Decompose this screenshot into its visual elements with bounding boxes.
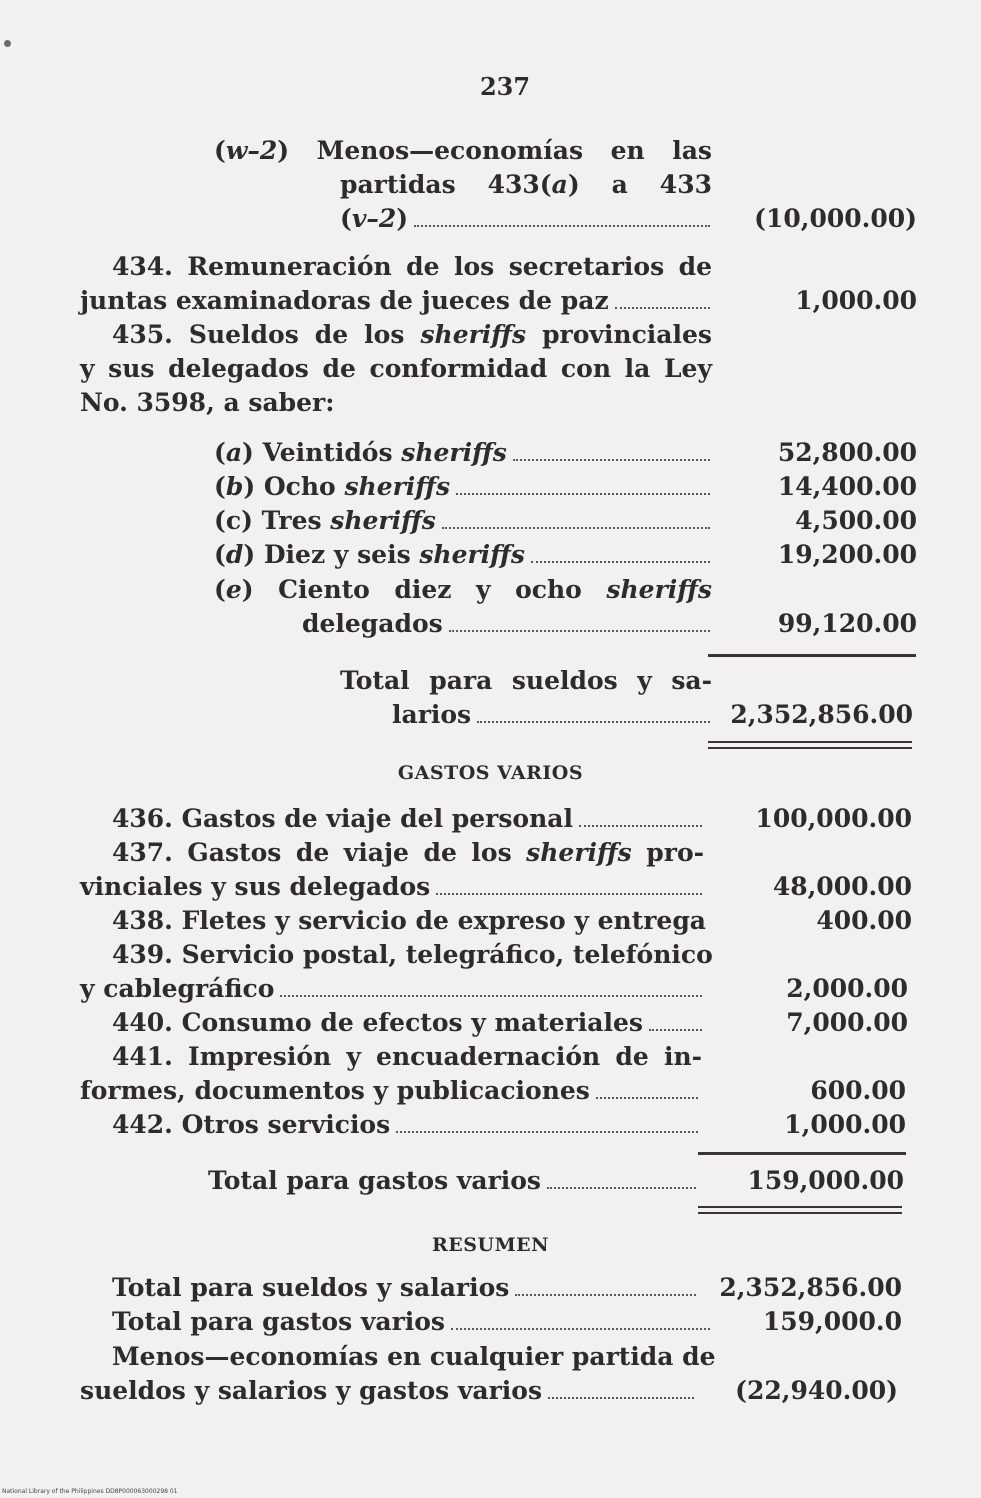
sheriffs-e-line1: (e) Ciento diez y ocho sheriffs xyxy=(214,575,712,604)
gasto-442: 442. Otros servicios 1,000.00 xyxy=(0,1108,981,1142)
sheriffs-a-amount: 52,800.00 xyxy=(777,438,917,467)
item435-line1: 435. Sueldos de los sheriffs provinciales xyxy=(112,320,712,349)
gasto-438-amount: 400.00 xyxy=(816,906,912,935)
subtotal-rule xyxy=(708,654,916,657)
sheriffs-d: (d) Diez y seis sheriffs 19,200.00 xyxy=(0,538,981,572)
resumen-heading: RESUMEN xyxy=(432,1234,549,1256)
scan-footer: National Library of the Philippines DD8P000063000298 01 xyxy=(2,1488,178,1495)
leader-dots xyxy=(649,1029,702,1031)
sheriffs-e-line2: delegados 99,120.00 xyxy=(0,607,981,641)
gasto-441-line2: formes, documentos y publicaciones 600.00 xyxy=(0,1074,981,1108)
gasto-442-amount: 1,000.00 xyxy=(784,1110,906,1139)
leader-dots xyxy=(515,1294,696,1296)
leader-dots xyxy=(442,527,710,529)
item435-line3: No. 3598, a saber: xyxy=(80,388,335,417)
leader-dots xyxy=(477,721,710,723)
item434-amount: 1,000.00 xyxy=(795,286,917,315)
leader-dots xyxy=(449,630,710,632)
gasto-437-amount: 48,000.00 xyxy=(772,872,912,901)
gasto-441-amount: 600.00 xyxy=(810,1076,906,1105)
gasto-437-line1: 437. Gastos de viaje de los sheriffs pro- xyxy=(112,838,704,867)
leader-dots xyxy=(531,561,710,563)
total-gastos-amount: 159,000.00 xyxy=(747,1166,904,1195)
leader-dots xyxy=(436,893,702,895)
sheriffs-a: (a) Veintidós sheriffs 52,800.00 xyxy=(0,436,981,470)
total-sueldos-amount: 2,352,856.00 xyxy=(730,700,913,729)
resumen-gastos: Total para gastos varios 159,000.0 xyxy=(0,1305,981,1339)
subtotal-rule xyxy=(698,1152,906,1155)
resumen-sueldos: Total para sueldos y salarios 2,352,856.00 xyxy=(0,1271,981,1305)
leader-dots xyxy=(414,225,710,227)
gasto-440-amount: 7,000.00 xyxy=(786,1008,908,1037)
sheriffs-b-amount: 14,400.00 xyxy=(777,472,917,501)
leader-dots xyxy=(396,1131,698,1133)
gasto-441-line1: 441. Impresión y encuadernación de in- xyxy=(112,1042,702,1071)
total-sueldos-line1: Total para sueldos y sa- xyxy=(340,666,712,695)
leader-dots xyxy=(451,1328,710,1330)
leader-dots xyxy=(615,307,710,309)
total-double-rule xyxy=(698,1206,902,1214)
total-sueldos-line2: larios 2,352,856.00 xyxy=(0,698,981,732)
leader-dots xyxy=(596,1097,698,1099)
w2-line1: (w–2) Menos—economías en las xyxy=(214,136,712,165)
leader-dots xyxy=(280,995,702,997)
total-gastos: Total para gastos varios 159,000.00 xyxy=(0,1164,981,1198)
gasto-439-line1: 439. Servicio postal, telegráfico, telefónico xyxy=(112,940,713,969)
leader-dots xyxy=(579,825,702,827)
w2-line3: (v–2) (10,000.00) xyxy=(0,202,981,236)
total-double-rule xyxy=(708,741,912,749)
gasto-436: 436. Gastos de viaje del personal 100,000.00 xyxy=(0,802,981,836)
item434-line2: juntas examinadoras de jueces de paz 1,000.00 xyxy=(0,284,981,318)
resumen-gastos-amount: 159,000.0 xyxy=(762,1307,902,1336)
w2-amount: (10,000.00) xyxy=(754,204,917,233)
gastos-varios-heading: GASTOS VARIOS xyxy=(397,762,584,784)
leader-dots xyxy=(547,1187,696,1189)
sheriffs-c: (c) Tres sheriffs 4,500.00 xyxy=(0,504,981,538)
page-number: 237 xyxy=(479,72,531,101)
leader-dots xyxy=(513,459,710,461)
ink-spot xyxy=(4,40,11,47)
sheriffs-d-amount: 19,200.00 xyxy=(777,540,917,569)
sheriffs-b: (b) Ocho sheriffs 14,400.00 xyxy=(0,470,981,504)
gasto-437-line2: vinciales y sus delegados 48,000.00 xyxy=(0,870,981,904)
w2-line2: partidas 433(a) a 433 xyxy=(340,170,712,199)
resumen-sueldos-amount: 2,352,856.00 xyxy=(719,1273,902,1302)
gasto-436-amount: 100,000.00 xyxy=(755,804,912,833)
leader-dots xyxy=(548,1397,694,1399)
leader-dots xyxy=(456,493,710,495)
resumen-menos-line1: Menos—economías en cualquier partida de xyxy=(112,1342,716,1371)
sheriffs-c-amount: 4,500.00 xyxy=(795,506,917,535)
gasto-439-line2: y cablegráfico 2,000.00 xyxy=(0,972,981,1006)
resumen-menos-amount: (22,940.00) xyxy=(735,1376,898,1405)
gasto-440: 440. Consumo de efectos y materiales 7,000.00 xyxy=(0,1006,981,1040)
resumen-menos-line2: sueldos y salarios y gastos varios (22,940.00) xyxy=(0,1374,981,1408)
sheriffs-e-amount: 99,120.00 xyxy=(777,609,917,638)
item434-line1: 434. Remuneración de los secretarios de xyxy=(112,252,712,281)
gasto-438: 438. Fletes y servicio de expreso y entrega 400.00 xyxy=(0,904,981,938)
item435-line2: y sus delegados de conformidad con la Ley xyxy=(80,354,712,383)
gasto-439-amount: 2,000.00 xyxy=(786,974,908,1003)
